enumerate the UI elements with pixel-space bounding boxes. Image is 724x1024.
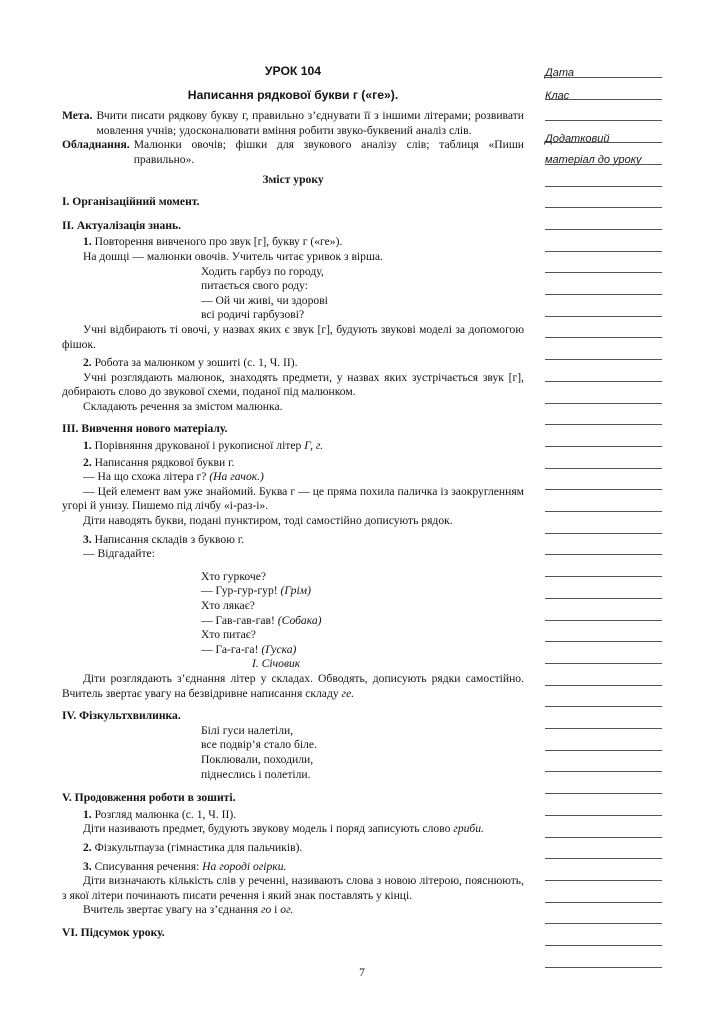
- class-label: Клас: [545, 90, 570, 102]
- riddle-text: — Га-га-га!: [201, 642, 262, 656]
- s5-paragraph-2: Діти визначають кількість слів у реченні, називають слова з новою літерою, пояснюють, з якої літери починають писати речення і який знак поставлять у кінці.: [62, 874, 524, 902]
- note-line: [545, 620, 662, 621]
- syllable: ге.: [341, 686, 355, 700]
- question-answer: (На гачок.): [209, 470, 264, 484]
- lesson-title: Написання рядкової букви г («ге»).: [187, 87, 399, 102]
- extra-material-label-1: Додатковий: [545, 133, 610, 145]
- lesson-number: УРОК 104: [264, 64, 322, 78]
- paragraph-text: Діти розглядають з’єднання літер у складах. Обводять, дописують рядки самостійно. Вчитель звертає увагу на безвідривне написання складу: [62, 671, 524, 700]
- section-5-heading: V. Продовження роботи в зошиті.: [62, 791, 236, 805]
- question-text: — На що схожа літера г?: [83, 470, 210, 484]
- equipment-text: Малюнки овочів; фішки для звукового аналізу слів; таблиця «Пиши правильно».: [133, 138, 524, 166]
- item-number: 3.: [83, 859, 92, 873]
- note-line: [545, 164, 662, 165]
- note-line: [545, 858, 662, 859]
- s5-item-1: [62, 808, 524, 823]
- s2-item-1: [62, 235, 524, 250]
- s3-item-1: [62, 439, 524, 454]
- s3-paragraph-2: Діти наводять букви, подані пунктиром, тоді самостійно дописують рядок.: [83, 514, 453, 528]
- poem-line: все подвір’я стало біле.: [201, 738, 317, 752]
- poem-line: — Ой чи живі, чи здорові: [201, 293, 328, 307]
- note-line: [545, 837, 662, 838]
- page-number: 7: [359, 967, 365, 979]
- syllable-og: ог.: [280, 903, 294, 917]
- paragraph-text: Вчитель звертає увагу на з’єднання: [83, 903, 261, 917]
- note-line: [545, 641, 662, 642]
- item-text: Фізкультпауза (гімнастика для пальчиків).: [94, 840, 303, 854]
- poem-line: Ходить гарбуз по городу,: [201, 264, 324, 278]
- note-line: [545, 120, 662, 121]
- note-line: [545, 468, 662, 469]
- s3-paragraph-3: — Відгадайте:: [83, 547, 155, 561]
- note-line: [545, 77, 662, 78]
- note-line: [545, 923, 662, 924]
- note-line: [545, 663, 662, 664]
- note-line: [545, 967, 662, 968]
- item-number: 2.: [83, 840, 92, 854]
- poem-line: питається свого роду:: [201, 279, 308, 293]
- note-line: [545, 728, 662, 729]
- note-line: [545, 186, 662, 187]
- s3-paragraph-1: — Цей елемент вам уже знайомий. Буква г — це пряма похила паличка із заокругленням угорі й унизу. Пишемо під лічбу «і-раз-і».: [62, 484, 524, 513]
- riddle-text: Хто лякає?: [201, 599, 255, 612]
- riddle-text: Хто гуркоче?: [201, 569, 266, 583]
- note-line: [545, 771, 662, 772]
- note-line: [545, 294, 662, 295]
- note-line: [545, 902, 662, 903]
- s5-item-3: [62, 860, 524, 875]
- note-line: [545, 272, 662, 273]
- note-line: [545, 99, 662, 100]
- s2-paragraph-1: На дошці — малюнки овочів. Учитель читає уривок з вірша.: [83, 249, 383, 263]
- s5-paragraph-3: [62, 903, 524, 918]
- s5-item-2: [62, 841, 524, 856]
- goal-row: [62, 109, 524, 138]
- item-text: Повторення вивченого про звук [г], букву г («ге»).: [94, 235, 343, 249]
- note-line: [545, 316, 662, 317]
- s3-paragraph-4: [62, 672, 524, 701]
- equipment-row: [62, 138, 524, 167]
- s5-paragraph-1: [62, 822, 524, 837]
- note-line: [545, 424, 662, 425]
- note-line: [545, 251, 662, 252]
- riddle-line: [201, 599, 524, 614]
- riddle-answer: (Гуска): [261, 642, 297, 656]
- poem-line: всі родичі гарбузові?: [201, 308, 305, 322]
- riddle-line: [201, 570, 524, 585]
- item-text: Написання складів з буквою г.: [94, 532, 245, 546]
- item-number: 3.: [83, 532, 92, 546]
- item-text: Порівняння друкованої і рукописної літер: [94, 439, 305, 453]
- item-text: Написання рядкової букви г.: [94, 455, 235, 469]
- s3-question: [62, 470, 524, 485]
- riddle-text: Хто питає?: [201, 628, 256, 642]
- item-letters: Г, г.: [304, 439, 324, 453]
- sentence: На городі огірки.: [202, 859, 287, 873]
- riddle-answer: (Собака): [277, 613, 322, 627]
- poem-line: Білі гуси налетіли,: [201, 723, 294, 737]
- section-6-heading: VI. Підсумок уроку.: [62, 925, 165, 939]
- note-line: [545, 337, 662, 338]
- riddle-text: — Гур-гур-гур!: [201, 584, 281, 598]
- equipment-label: Обладнання.: [62, 138, 130, 152]
- note-line: [545, 359, 662, 360]
- note-line: [545, 945, 662, 946]
- item-text: Розгляд малюнка (с. 1, Ч. II).: [94, 807, 237, 821]
- note-line: [545, 533, 662, 534]
- item-number: 2.: [83, 356, 92, 370]
- note-line: [545, 793, 662, 794]
- section-1-heading: I. Організаційний момент.: [62, 195, 200, 209]
- note-line: [545, 750, 662, 751]
- content-heading: Зміст уроку: [262, 172, 324, 186]
- note-line: [545, 576, 662, 577]
- note-line: [545, 403, 662, 404]
- riddle-line: [201, 643, 524, 658]
- s2-paragraph-3: Учні розглядають малюнок, знаходять предмети, у назвах яких зустрічається звук [г], добирають слово до звукової схеми, поданої під малюнком.: [62, 370, 524, 399]
- riddle-line: [201, 628, 524, 643]
- paragraph-text: і: [271, 903, 281, 917]
- goal-text: Вчити писати рядкову букву г, правильно з’єднувати її з іншими літерами; розвивати мовлення учнів; удосконалювати вміння робити звуко-буквений аналіз слів.: [96, 109, 524, 137]
- section-3-heading: III. Вивчення нового матеріалу.: [62, 422, 228, 436]
- item-number: 1.: [83, 439, 92, 453]
- note-line: [545, 489, 662, 490]
- item-text: Робота за малюнком у зошиті (с. 1, Ч. II).: [94, 356, 298, 370]
- item-text: Списування речення:: [94, 859, 203, 873]
- riddle-author: І. Січовик: [252, 657, 301, 671]
- note-line: [545, 598, 662, 599]
- riddle-line: [201, 614, 524, 629]
- item-number: 1.: [83, 807, 92, 821]
- note-line: [545, 511, 662, 512]
- note-line: [545, 706, 662, 707]
- note-line: [545, 446, 662, 447]
- note-line: [545, 229, 662, 230]
- word: гриби.: [453, 822, 484, 836]
- s3-item-3: [62, 533, 524, 548]
- date-label: Дата: [545, 67, 575, 79]
- s2-paragraph-2: Учні відбирають ті овочі, у назвах яких є звук [г], будують звукові моделі за допомогою фішок.: [62, 322, 524, 351]
- s4-poem: [201, 724, 524, 782]
- s2-poem: [201, 265, 524, 323]
- syllable-go: го: [260, 903, 272, 917]
- riddle-answer: (Грім): [280, 584, 311, 598]
- section-2-heading: II. Актуалізація знань.: [62, 218, 182, 232]
- section-4-heading: IV. Фізкультхвилинка.: [62, 709, 181, 723]
- poem-line: піднеслись і полетіли.: [201, 767, 311, 781]
- s2-item-2: [62, 356, 524, 371]
- note-line: [545, 381, 662, 382]
- s3-riddle: [201, 570, 524, 658]
- note-line: [545, 685, 662, 686]
- paragraph-text: Діти називають предмет, будують звукову модель і поряд записують слово: [83, 822, 454, 836]
- lesson-text: [62, 64, 524, 940]
- note-line: [545, 815, 662, 816]
- goal-label: Мета.: [62, 109, 93, 123]
- riddle-text: — Гав-гав-гав!: [201, 613, 278, 627]
- note-line: [545, 207, 662, 208]
- note-line: [545, 142, 662, 143]
- s3-item-2: [62, 456, 524, 471]
- riddle-line: [201, 584, 524, 599]
- poem-line: Поклювали, походили,: [201, 752, 314, 766]
- extra-material-label-2: матеріал до уроку: [545, 154, 642, 166]
- s2-paragraph-4: Складають речення за змістом малюнка.: [83, 399, 283, 413]
- note-line: [545, 880, 662, 881]
- item-number: 2.: [83, 455, 92, 469]
- item-number: 1.: [83, 235, 92, 249]
- note-line: [545, 554, 662, 555]
